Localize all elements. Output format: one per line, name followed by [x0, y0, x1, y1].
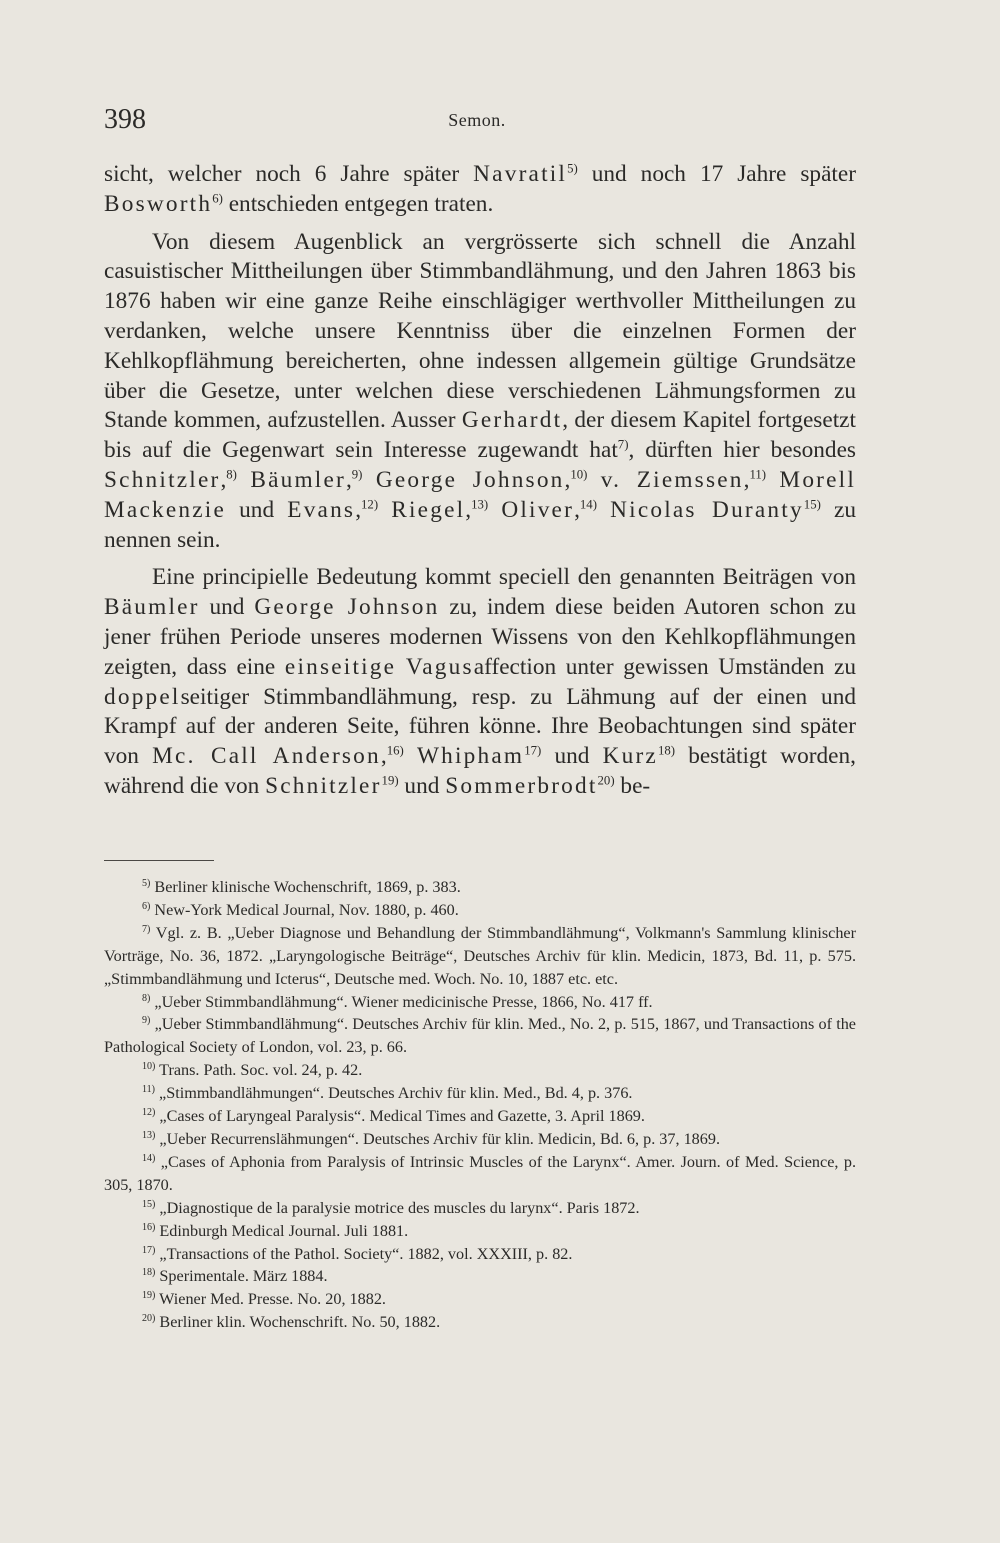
- footnote: [104, 1243, 856, 1266]
- footnote-number: 13): [142, 1129, 156, 1141]
- text-run: seitiger Stimmbandlähmung, resp. zu Lähmung auf der einen und Krampf auf der anderen Seite, führen könne. Ihre Beobachtungen sind später von: [104, 683, 856, 770]
- footnote-ref: 12): [361, 497, 379, 512]
- text-run: und: [226, 496, 288, 523]
- text-run: und noch 17 Jahre später: [577, 161, 856, 187]
- text-run: [237, 467, 250, 493]
- body-text: [104, 160, 856, 810]
- text-run: und: [199, 594, 255, 621]
- text-run: ,: [564, 466, 571, 493]
- footnote-ref: 5): [567, 161, 578, 176]
- text-run: ,: [380, 743, 387, 770]
- footnote-number: 7): [142, 923, 151, 935]
- footnote-number: 6): [142, 900, 151, 912]
- footnote-number: 15): [142, 1198, 156, 1210]
- footnote-number: 8): [142, 992, 151, 1004]
- footnote-text: New-York Medical Journal, Nov. 1880, p. 460.: [150, 900, 459, 919]
- spaced-name: Schnitzler: [104, 466, 221, 493]
- spaced-name: Schnitzler: [265, 772, 382, 799]
- footnote-ref: 16): [386, 743, 404, 758]
- footnote-text: Trans. Path. Soc. vol. 24, p. 42.: [155, 1061, 363, 1080]
- footnote-text: „Ueber Recurrenslähmungen“. Deutsches Archiv für klin. Medicin, Bd. 6, p. 37, 1869.: [155, 1129, 721, 1148]
- text-run: , dürften hier besondes: [628, 437, 856, 464]
- footnote: [104, 899, 856, 922]
- text-run: Von diesem Augenblick an vergrösserte sich schnell die Anzahl casuistischer Mittheilungen über Stimmbandlähmung, und den Jahren 1863 bis 1876 haben wir eine ganze Reihe einschlägiger werthvoller Mittheilungen zu verdanken, welche unsere Kenntniss über die einzelnen Formen der Kehlkopflähmung bereicherten, ohne indessen allgemein gültige Grundsätze über die Gesetze, unter welchen diese verschiedenen Lähmungsformen zu Stande kommen, aufzustellen. Ausser: [104, 228, 856, 434]
- text-run: [404, 743, 417, 769]
- spaced-name: Kurz: [602, 743, 658, 770]
- text-run: [362, 467, 375, 493]
- footnote-text: Berliner klin. Wochenschrift. No. 50, 1882.: [155, 1313, 441, 1332]
- footnote-ref: 14): [579, 497, 597, 512]
- footnote-number: 5): [142, 877, 151, 889]
- footnote-text: Sperimentale. März 1884.: [155, 1267, 328, 1286]
- text-run: be-: [614, 772, 651, 799]
- footnote-ref: 7): [617, 437, 629, 452]
- footnote-text: „Cases of Aphonia from Paralysis of Intrinsic Muscles of the Larynx“. Amer. Journ. of Med. Science, p. 305, 1870.: [104, 1152, 856, 1194]
- spaced-name: Vagus: [405, 653, 474, 680]
- footnote: [104, 1151, 856, 1197]
- footnote-number: 9): [142, 1015, 151, 1027]
- text-run: entschieden entgegen traten.: [222, 190, 494, 217]
- spaced-name: Mc. Call Anderson: [152, 743, 381, 770]
- spaced-name: Whipham: [416, 743, 525, 770]
- text-run: [587, 467, 600, 493]
- spaced-name: doppel: [104, 683, 181, 710]
- text-run: [597, 497, 610, 523]
- text-run: bestätigt worden, während die von: [104, 743, 856, 799]
- spaced-name: Evans: [287, 496, 356, 523]
- spaced-name: George Johnson: [375, 466, 565, 493]
- text-run: affection unter gewissen Umständen zu: [473, 653, 857, 680]
- footnote-text: „Cases of Laryngeal Paralysis“. Medical Times and Gazette, 3. April 1869.: [155, 1107, 645, 1126]
- text-run: ,: [345, 466, 352, 493]
- text-run: zu nennen sein.: [104, 496, 857, 553]
- footnote-text: Edinburgh Medical Journal. Juli 1881.: [155, 1221, 409, 1240]
- text-run: und: [398, 772, 446, 799]
- footnote: [104, 1220, 856, 1243]
- footnote-text: „Stimmbandlähmungen“. Deutsches Archiv für klin. Med., Bd. 4, p. 376.: [155, 1084, 633, 1103]
- footnote-text: „Ueber Stimmbandlähmung“. Deutsches Archiv für klin. Med., No. 2, p. 515, 1867, und Transactions of the Pathological Society of London, vol. 23, p. 66.: [104, 1015, 856, 1057]
- footnote-number: 10): [142, 1061, 156, 1073]
- footnote-ref: 11): [749, 467, 767, 482]
- text-run: [378, 497, 391, 523]
- footnote-number: 17): [142, 1244, 156, 1256]
- text-run: , der diesem Kapitel fortgesetzt bis auf die Gegenwart sein Interesse zugewandt hat: [104, 407, 856, 464]
- footnote-rule: [104, 860, 214, 861]
- text-run: sicht, welcher noch 6 Jahre später: [104, 161, 474, 187]
- footnote: [104, 1105, 856, 1128]
- footnote-text: Vgl. z. B. „Ueber Diagnose und Behandlung der Stimmbandlähmung“, Volkmann's Sammlung klinischer Vorträge, No. 36, 1872. „Laryngologische Beiträge“, Deutsches Archiv für klin. Medicin, 1873, Bd. 11, p. 575. „Stimmbandlähmung und Icterus“, Deutsche med. Woch. No. 10, 1887 etc. etc.: [104, 923, 856, 988]
- text-run: [396, 654, 406, 680]
- spaced-name: Navratil: [473, 161, 568, 187]
- spaced-name: Oliver: [501, 496, 575, 523]
- spaced-name: Morell Mackenzie: [104, 466, 857, 523]
- text-run: ,: [743, 466, 750, 493]
- footnote: [104, 991, 856, 1014]
- footnote: [104, 1128, 856, 1151]
- footnote: [104, 1013, 856, 1059]
- footnote-ref: 10): [570, 467, 588, 482]
- footnote-number: 16): [142, 1221, 156, 1233]
- footnote: [104, 1288, 856, 1311]
- footnote-number: 20): [142, 1313, 156, 1325]
- footnote-ref: 8): [226, 467, 237, 482]
- footnote-ref: 15): [803, 497, 821, 512]
- footnote-number: 12): [142, 1107, 156, 1119]
- footnote-number: 14): [142, 1152, 156, 1164]
- text-run: und: [541, 743, 603, 770]
- spaced-name: Sommerbrodt: [445, 772, 598, 799]
- footnote: [104, 922, 856, 991]
- running-head: Semon.: [448, 110, 506, 130]
- footnote-number: 11): [142, 1084, 155, 1096]
- footnote-text: Wiener Med. Presse. No. 20, 1882.: [155, 1290, 386, 1309]
- footnote-ref: 19): [381, 773, 399, 788]
- text-run: ,: [220, 466, 227, 493]
- text-run: Eine principielle Bedeutung kommt speciell den genannten Beiträgen von: [152, 564, 856, 591]
- text-run: ,: [574, 496, 580, 523]
- spaced-name: George Johnson: [254, 594, 440, 621]
- footnote-text: „Transactions of the Pathol. Society“. 1882, vol. XXXIII, p. 82.: [155, 1244, 573, 1263]
- spaced-name: Gerhardt: [461, 407, 563, 434]
- spaced-name: Riegel: [391, 496, 466, 523]
- footnote-ref: 20): [597, 773, 615, 788]
- footnote-text: Berliner klinische Wochenschrift, 1869, p. 383.: [150, 878, 461, 896]
- spaced-name: Bosworth: [104, 190, 213, 217]
- spaced-name: einseitige: [284, 653, 397, 680]
- text-run: ,: [355, 496, 362, 523]
- footnote-text: „Ueber Stimmbandlähmung“. Wiener medicinische Presse, 1866, No. 417 ff.: [150, 992, 653, 1011]
- footnote-number: 18): [142, 1267, 156, 1279]
- spaced-name: Bäumler: [104, 594, 200, 621]
- footnote: [104, 1082, 856, 1105]
- text-run: [488, 497, 501, 523]
- spaced-name: v. Ziemssen: [600, 466, 744, 493]
- spaced-name: Nicolas Duranty: [610, 496, 804, 523]
- page-number: 398: [104, 104, 146, 135]
- footnote-ref: 17): [524, 743, 542, 758]
- text-run: [766, 467, 779, 493]
- paragraph: [104, 160, 856, 220]
- footnote: [104, 1059, 856, 1082]
- page-header: [104, 104, 850, 144]
- footnote-text: „Diagnostique de la paralysie motrice des muscles du larynx“. Paris 1872.: [155, 1198, 640, 1217]
- footnote-ref: 18): [657, 743, 676, 758]
- paragraph: [104, 563, 856, 801]
- footnote-ref: 9): [351, 467, 363, 482]
- footnote: [104, 1197, 856, 1220]
- text-run: ,: [465, 496, 472, 523]
- paragraph: [104, 228, 856, 556]
- footnote: [104, 1311, 856, 1334]
- footnote: [104, 1265, 856, 1288]
- text-run: zu, indem diese beiden Autoren schon zu jener frühen Periode unseres modernen Wissens von den Kehlkopflähmungen zeigten, dass eine: [104, 594, 856, 680]
- spaced-name: Bäumler: [250, 466, 346, 493]
- footnote: [104, 876, 856, 899]
- footnote-ref: 13): [471, 497, 489, 512]
- footnotes: [104, 876, 856, 1334]
- footnote-ref: 6): [212, 191, 223, 206]
- footnote-number: 19): [142, 1290, 156, 1302]
